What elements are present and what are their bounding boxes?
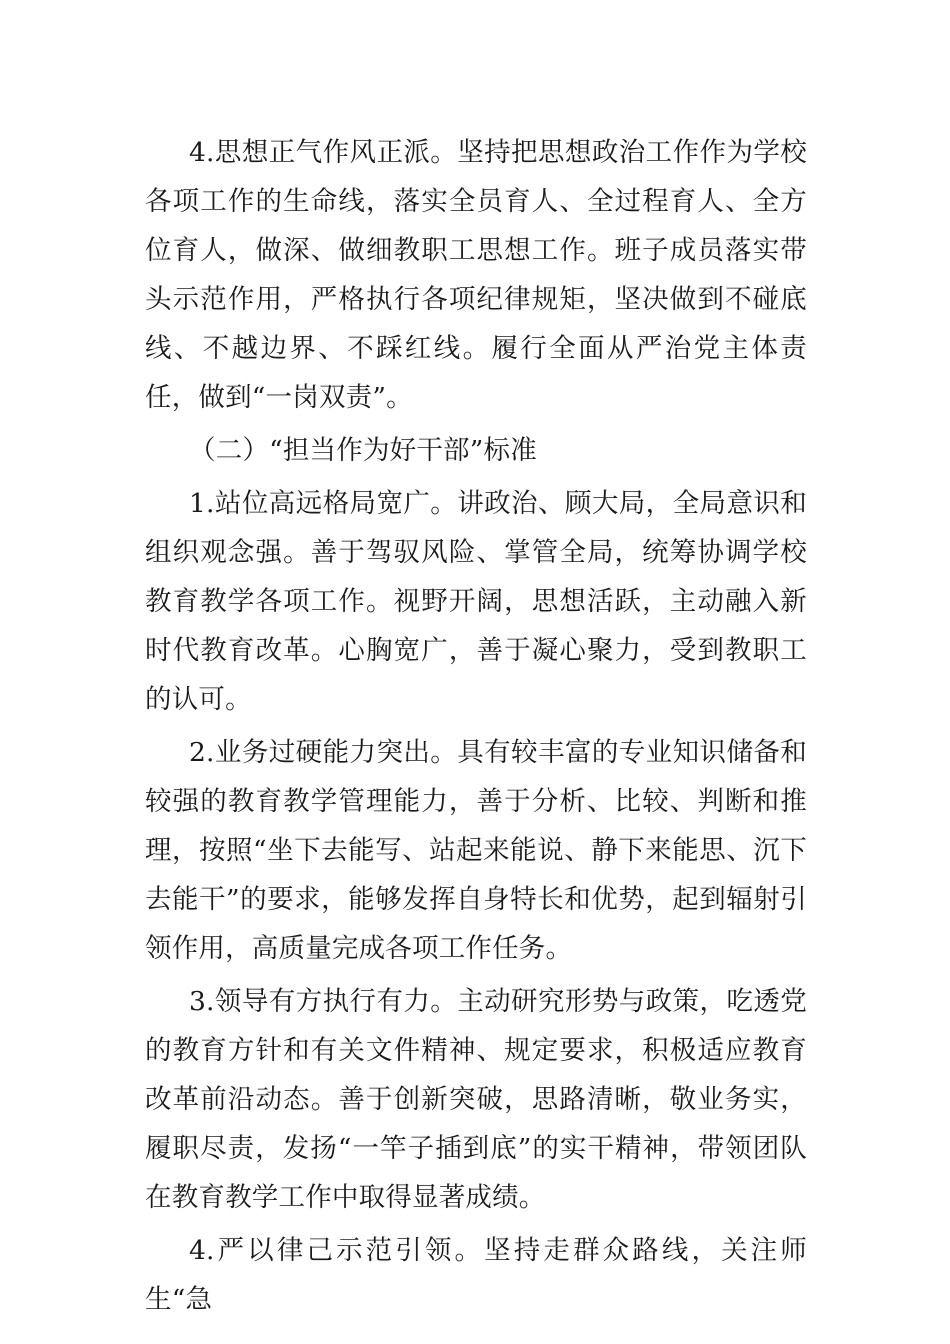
paragraph-vision-pattern: 1.站位高远格局宽广。讲政治、顾大局，全局意识和组织观念强。善于驾驭风险、掌管全局，统筹协调学校教育教学各项工作。视野开阔，思想活跃，主动融入新时代教育改革。心胸宽广，善于凝心聚力，受到教职工的认可。 [145, 488, 807, 715]
paragraph-leadership-execution: 3.领导有方执行有力。主动研究形势与政策，吃透党的教育方针和有关文件精神、规定要求，积极适应教育改革前沿动态。善于创新突破，思路清晰，敬业务实，履职尽责，发扬“一竿子插到底”的实干精神，带领团队在教育教学工作中取得显著成绩。 [145, 986, 807, 1213]
section-heading-good-cadre-standard: （二）“担当作为好干部”标准 [189, 435, 537, 466]
paragraph-ideology-conduct: 4.思想正气作风正派。坚持把思想政治工作作为学校各项工作的生命线，落实全员育人、全过程育人、全方位育人，做深、做细教职工思想工作。班子成员落实带头示范作用，严格执行各项纪律规矩，坚决做到不碰底线、不越边界、不踩红线。履行全面从严治党主体责任，做到“一岗双责”。 [145, 137, 807, 413]
document-page [145, 128, 807, 1328]
paragraph-professional-ability: 2.业务过硬能力突出。具有较丰富的专业知识储备和较强的教育教学管理能力，善于分析、比较、判断和推理，按照“坐下去能写、站起来能说、静下来能思、沉下去能干”的要求，能够发挥自身特长和优势，起到辐射引领作用，高质量完成各项工作任务。 [145, 737, 807, 964]
paragraph-self-discipline: 4.严以律己示范引领。坚持走群众路线，关注师生“急 [145, 1235, 807, 1315]
